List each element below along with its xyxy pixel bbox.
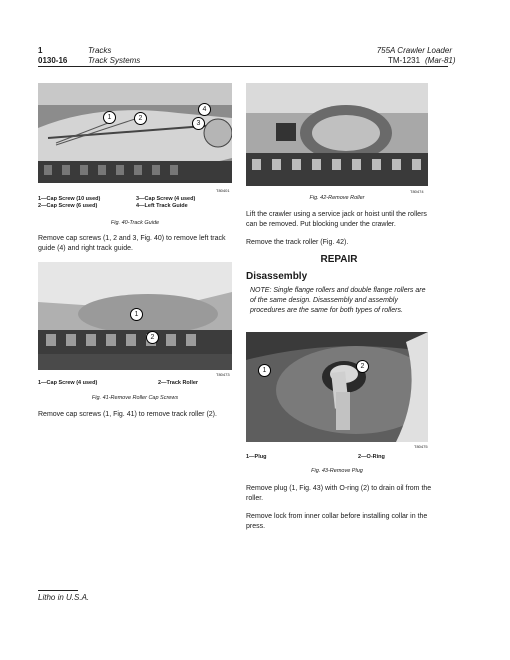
- section-code: 0130-16: [38, 56, 68, 65]
- fig43-caption: Fig. 43-Remove Plug: [311, 468, 363, 474]
- manual-number: TM-1231: [388, 56, 421, 65]
- paragraph-remove-track-guide: Remove cap screws (1, 2 and 3, Fig. 40) to remove left track guide (4) and right track guide.: [38, 235, 226, 252]
- fig43-callout-1: 1: [258, 364, 271, 377]
- fig40-legend-4: 4—Left Track Guide: [136, 203, 188, 209]
- footer-litho: Litho in U.S.A.: [38, 593, 90, 602]
- paragraph-remove-track-roller: Remove cap screws (1, Fig. 41) to remove track roller (2).: [38, 411, 217, 418]
- fig41-caption: Fig. 41-Remove Roller Cap Screws: [91, 395, 179, 401]
- fig43-legend-2: 2—O-Ring: [358, 454, 385, 460]
- fig40-legend-3: 3—Cap Screw (4 used): [136, 196, 196, 202]
- header-subtitle: Track Systems: [88, 56, 141, 65]
- fig40-caption: Fig. 40-Track Guide: [110, 220, 160, 226]
- disassembly-heading: Disassembly: [246, 271, 308, 282]
- footer-rule: [38, 590, 78, 591]
- fig41-legend-1: 1—Cap Screw (4 used): [38, 380, 98, 386]
- fig43-image-id: T80475: [414, 444, 428, 449]
- fig43-legend-1: 1—Plug: [246, 454, 267, 460]
- fig40-photo: [38, 83, 232, 183]
- fig41-image-id: T80473: [216, 372, 230, 377]
- fig42-photo: [246, 83, 428, 186]
- fig40-callout-1: 1: [103, 111, 116, 124]
- fig40-legend-1: 1—Cap Screw (10 used): [38, 196, 101, 202]
- paragraph-lift-crawler: Lift the crawler using a service jack or hoist until the rollers can be removed. Put blocking under the crawler.: [246, 211, 427, 228]
- paragraph-remove-plug: Remove plug (1, Fig. 43) with O-ring (2) to drain oil from the roller.: [246, 485, 432, 502]
- header-title: Tracks: [88, 46, 112, 55]
- repair-heading: REPAIR: [320, 254, 358, 265]
- note-paragraph: NOTE: Single flange rollers and double flange rollers are of the same design. Disassembly and assembly procedures are the same for both types of rollers.: [250, 287, 426, 314]
- fig41-legend-2: 2—Track Roller: [158, 380, 199, 386]
- paragraph-remove-lock: Remove lock from inner collar before installing collar in the press.: [246, 513, 428, 530]
- fig41-callout-2: 2: [146, 331, 159, 344]
- page-number: 1: [38, 46, 43, 55]
- fig40-callout-4: 4: [198, 103, 211, 116]
- fig42-caption: Fig. 42-Remove Roller: [309, 195, 365, 201]
- fig40-image-id: T80401: [216, 188, 230, 193]
- paragraph-remove-track-roller-fig42: Remove the track roller (Fig. 42).: [246, 239, 349, 246]
- manual-date: (Mar-81): [425, 56, 456, 65]
- fig43-callout-2: 2: [356, 360, 369, 373]
- fig43-photo: [246, 332, 428, 442]
- fig42-image-id: T80474: [410, 189, 424, 194]
- fig41-callout-1: 1: [130, 308, 143, 321]
- header-rule: [38, 66, 448, 67]
- machine-name: 755A Crawler Loader: [376, 46, 452, 55]
- fig40-callout-2: 2: [134, 112, 147, 125]
- fig40-legend-2: 2—Cap Screw (6 used): [38, 203, 98, 209]
- fig40-callout-3: 3: [192, 117, 205, 130]
